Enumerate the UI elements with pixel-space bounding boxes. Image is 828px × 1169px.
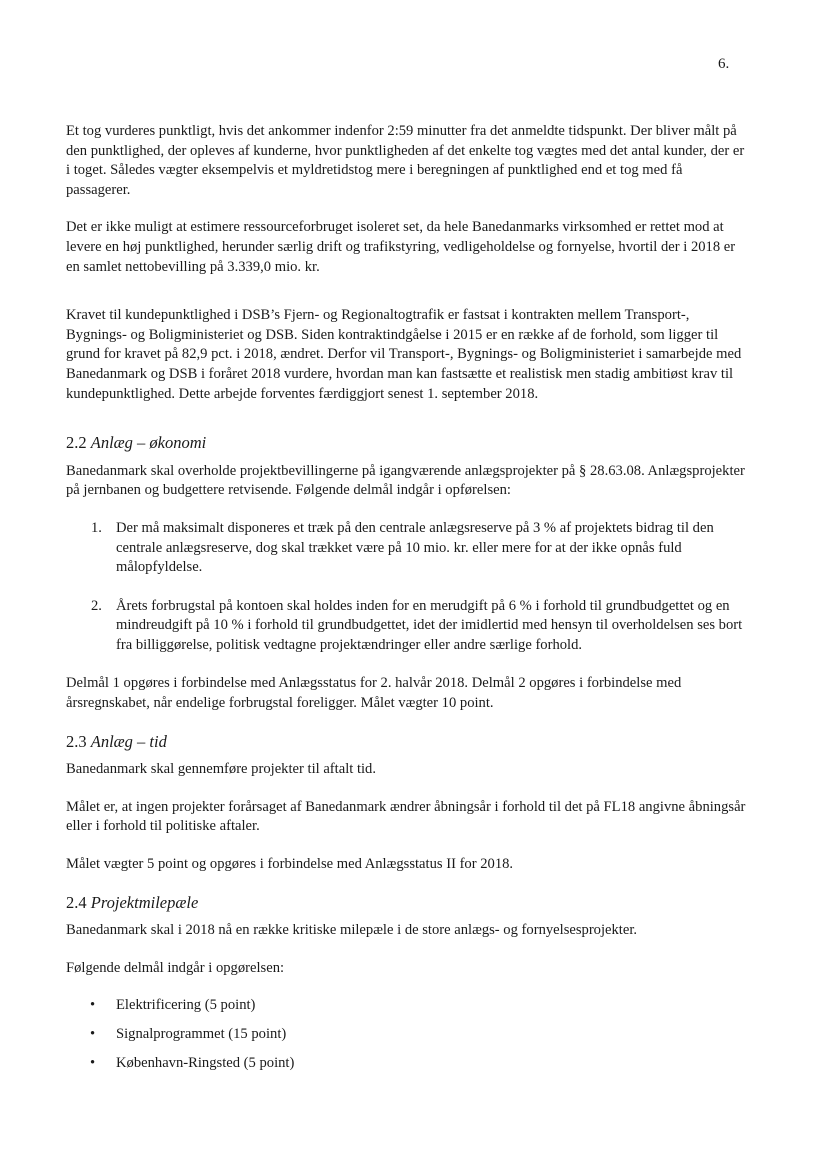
heading-2-2 (66, 433, 746, 453)
document-body (66, 122, 746, 1082)
bullet-icon: • (90, 1054, 96, 1071)
list-item-text: København-Ringsted (5 point) (116, 1054, 295, 1071)
numbered-list (66, 519, 746, 656)
heading-number: 2.2 (66, 433, 87, 453)
section-2-2-outro: Delmål 1 opgøres i forbindelse med Anlægsstatus for 2. halvår 2018. Delmål 2 opgøres i forbindelse med årsregnskabet, når endelige forbrugstal foreligger. Målet vægter 10 point. (66, 675, 682, 712)
section-2-2-intro: Banedanmark skal overholde projektbevillingerne på igangværende anlægsprojekter på § 28.63.08. Anlægsprojekter på jernbanen og budgettere retvisende. Følgende delmål indgår i opførelsen: (66, 462, 745, 499)
heading-2-4 (66, 893, 746, 913)
heading-title: Anlæg – tid (90, 731, 167, 751)
list-item (66, 597, 746, 656)
section-2-3-p2: Målet er, at ingen projekter forårsaget af Banedanmark ændrer åbningsår i forhold til det på FL18 angivne åbningsår eller i forhold til politiske aftaler. (66, 798, 746, 835)
paragraph-resource-usage: Det er ikke muligt at estimere ressourceforbruget isoleret set, da hele Banedanmarks virksomhed er rettet mod at levere en høj punktlighed, herunder særlig drift og trafikstyring, vedligeholdelse og fornyelse, hvortil der i 2018 er en samlet nettobevilling på 3.339,0 mio. kr. (66, 219, 736, 275)
list-item-text: Der må maksimalt disponeres et træk på den centrale anlægsreserve på 3 % af projektets bidrag til den centrale anlægsreserve, dog skal trækket være på 10 mio. kr. eller mere for at der ikke opnås fuld målopfyldelse. (116, 519, 714, 576)
heading-title: Anlæg – økonomi (90, 433, 207, 453)
heading-number: 2.3 (66, 731, 87, 751)
section-2-4-p1: Banedanmark skal i 2018 nå en række kritiske milepæle i de store anlægs- og fornyelsesprojekter. (66, 922, 638, 939)
section-2-3-p1: Banedanmark skal gennemføre projekter til aftalt tid. (66, 761, 377, 778)
heading-number: 2.4 (66, 892, 87, 912)
list-item (66, 996, 746, 1016)
list-number: 2. (91, 597, 102, 614)
list-item-text: Årets forbrugstal på kontoen skal holdes inden for en merudgift på 6 % i forhold til grundbudgettet og en mindreudgift på 10 % i forhold til grundbudgettet, idet der imidlertid med hensyn til overholdelsen ses bort fra billiggørelse, politisk vedtagne projektændringer eller andre særlige forhold. (116, 597, 743, 653)
list-item-text: Elektrificering (5 point) (116, 997, 256, 1014)
section-2-3-p3: Målet vægter 5 point og opgøres i forbindelse med Anlægsstatus II for 2018. (66, 856, 514, 873)
bullet-icon: • (90, 997, 96, 1014)
list-item (66, 1054, 746, 1074)
page-number: 6. (718, 56, 730, 72)
list-item (66, 1025, 746, 1045)
section-2-4-p2: Følgende delmål indgår i opgørelsen: (66, 959, 285, 976)
bullet-icon: • (90, 1026, 96, 1042)
paragraph-customer-punctuality: Kravet til kundepunktlighed i DSB’s Fjern- og Regionaltogtrafik er fastsat i kontrakten mellem Transport-, Bygnings- og Boligministeriet og DSB. Siden kontraktindgåelse i 2015 er en række af de forhold, som ligger til grund for kravet på 82,9 pct. i 2018, ændret. Derfor vil Transport-, Bygnings- og Boligministeriet i samarbejde med Banedanmark og DSB i foråret 2018 vurdere, hvordan man kan fastsætte et realistisk men stadig ambitiøst krav til kundepunktlighed. Dette arbejde forventes færdiggjort senest 1. september 2018. (66, 307, 742, 402)
heading-2-3 (66, 732, 746, 752)
list-item-text: Signalprogrammet (15 point) (116, 1026, 287, 1042)
list-item (66, 519, 746, 578)
list-number: 1. (91, 519, 102, 536)
heading-title: Projektmilepæle (90, 892, 199, 912)
paragraph-punctuality-definition: Et tog vurderes punktligt, hvis det ankommer indenfor 2:59 minutter fra det anmeldte tidspunkt. Der bliver målt på den punktlighed, der opleves af kunderne, hvor punktligheden af det enkelte tog vægtes med det antal kunder, der er i toget. Således vægter eksempelvis et myldretidstog mere i beregningen af punktlighed end et tog med få passagerer. (66, 123, 745, 198)
bullet-list (66, 996, 746, 1073)
